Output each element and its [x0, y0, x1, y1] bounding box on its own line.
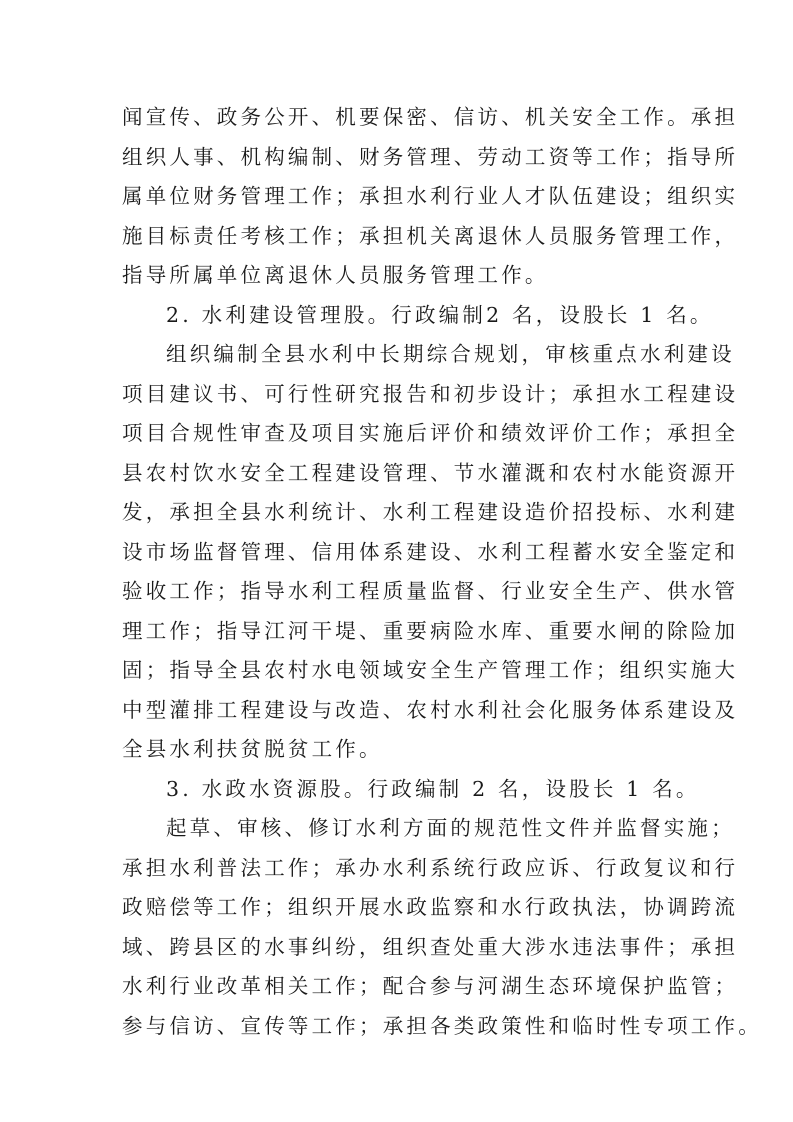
paragraph-line: 承担水利普法工作；承办水利系统行政应诉、行政复议和行	[122, 855, 739, 880]
paragraph-line: 设市场监督管理、信用体系建设、水利工程蓄水安全鉴定和	[122, 539, 739, 564]
paragraph-line: 项目建议书、可行性研究报告和初步设计；承担水工程建设	[122, 381, 739, 406]
paragraph-line: 验收工作；指导水利工程质量监督、行业安全生产、供水管	[122, 579, 739, 603]
paragraph-line: 中型灌排工程建设与改造、农村水利社会化服务体系建设及	[122, 697, 739, 722]
paragraph-line: 项目合规性审查及项目实施后评价和绩效评价工作；承担全	[122, 421, 739, 445]
paragraph-line: 政赔偿等工作；组织开展水政监察和水行政执法，协调跨流	[122, 895, 739, 919]
paragraph-line: 域、跨县区的水事纠纷，组织查处重大涉水违法事件；承担	[122, 934, 739, 959]
paragraph-line: 起草、审核、修订水利方面的规范性文件并监督实施；	[166, 816, 735, 840]
body-text	[122, 98, 762, 1046]
section-heading-water-administration: 3. 水政水资源股。行政编制 2 名，设股长 1 名。	[166, 776, 700, 801]
paragraph-line: 参与信访、宣传等工作；承担各类政策性和临时性专项工作。	[122, 1013, 762, 1038]
paragraph-line: 全县水利扶贫脱贫工作。	[122, 737, 383, 761]
paragraph-line: 指导所属单位离退休人员服务管理工作。	[122, 263, 549, 287]
paragraph-line: 县农村饮水安全工程建设管理、节水灌溉和农村水能资源开	[122, 460, 739, 485]
paragraph-line: 施目标责任考核工作；承担机关离退休人员服务管理工作，	[122, 223, 739, 248]
paragraph-line: 理工作；指导江河干堤、重要病险水库、重要水闸的除险加	[122, 618, 739, 643]
paragraph-line: 组织编制全县水利中长期综合规划，审核重点水利建设	[166, 342, 735, 366]
paragraph-line: 属单位财务管理工作；承担水利行业人才队伍建设；组织实	[122, 184, 739, 208]
paragraph-line: 水利行业改革相关工作；配合参与河湖生态环境保护监管；	[122, 974, 739, 998]
paragraph-line: 发，承担全县水利统计、水利工程建设造价招投标、水利建	[122, 500, 739, 524]
paragraph-line: 固；指导全县农村水电领域安全生产管理工作；组织实施大	[122, 658, 739, 682]
paragraph-line: 闻宣传、政务公开、机要保密、信访、机关安全工作。承担	[122, 105, 739, 129]
section-heading-water-construction: 2. 水利建设管理股。行政编制2 名，设股长 1 名。	[166, 302, 714, 327]
paragraph-line: 组织人事、机构编制、财务管理、劳动工资等工作；指导所	[122, 144, 739, 169]
